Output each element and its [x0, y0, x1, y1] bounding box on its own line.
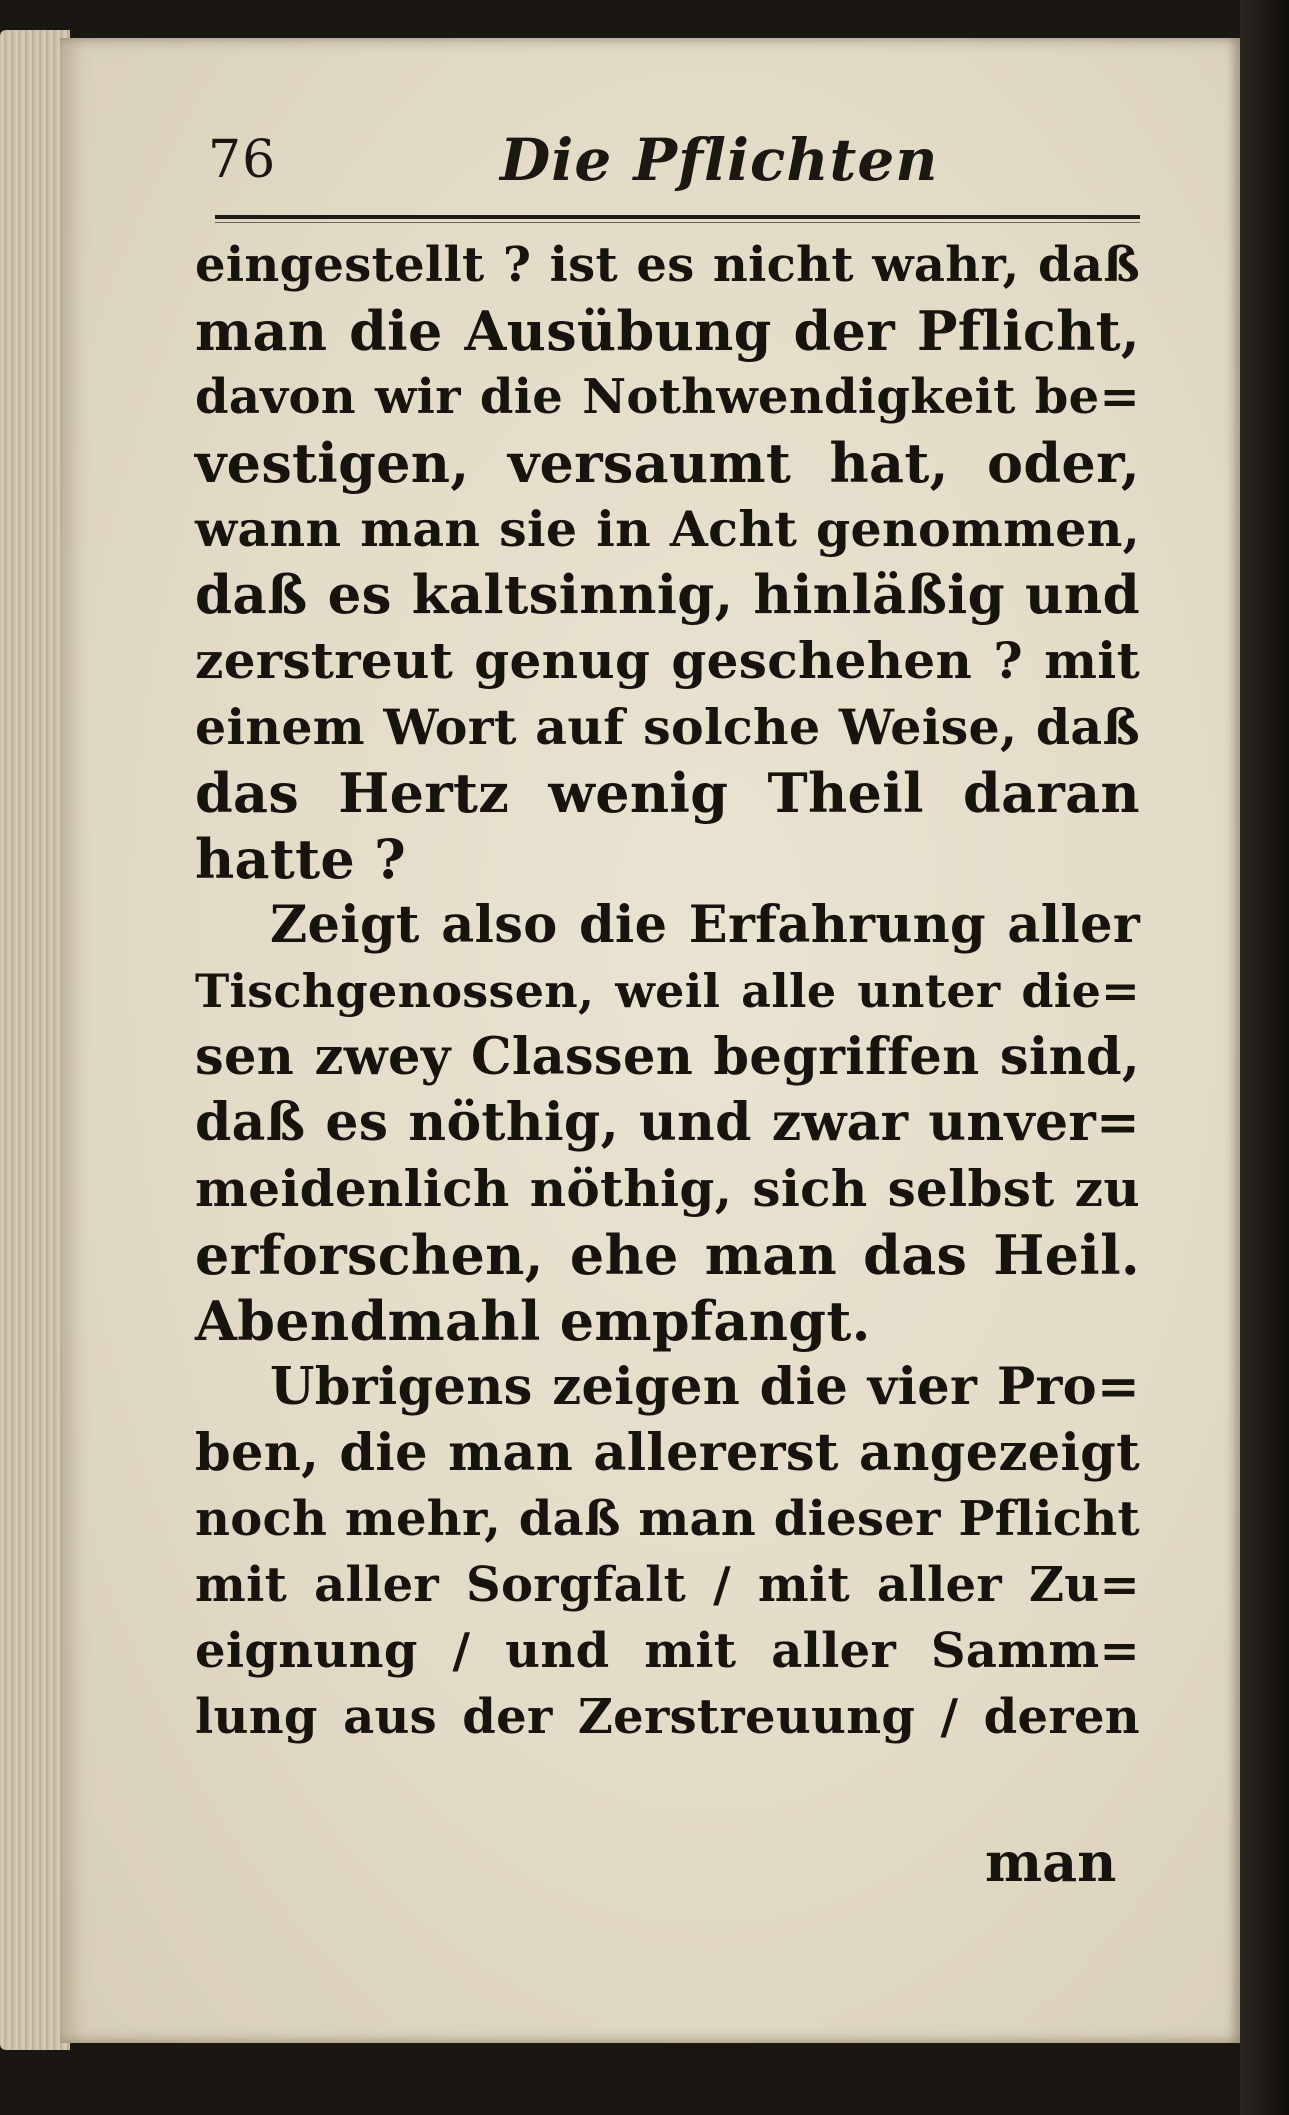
text-line: erforschen, ehe man das Heil. — [195, 1223, 1140, 1287]
text-line: einem Wort auf solche Weise, daß — [195, 698, 1140, 756]
catchword: man — [985, 1830, 1117, 1894]
text-line: das Hertz wenig Theil daran — [195, 761, 1140, 825]
text-line: davon wir die Nothwendigkeit be= — [195, 369, 1140, 425]
text-line: daß es nöthig, und zwar unver= — [195, 1092, 1140, 1153]
text-line: lung aus der Zerstreuung / deren — [195, 1689, 1140, 1745]
text-line: sen zwey Classen begriffen sind, — [195, 1027, 1140, 1087]
text-line: vestigen, versaumt hat, oder, — [195, 431, 1140, 495]
text-line: mit aller Sorgfalt / mit aller Zu= — [195, 1557, 1140, 1613]
text-line: Tischgenossen, weil alle unter die= — [195, 964, 1140, 1018]
text-line: eingestellt ? ist es nicht wahr, daß — [195, 237, 1140, 293]
page-number: 76 — [208, 130, 277, 190]
text-line: man die Ausübung der Pflicht, — [195, 299, 1140, 363]
text-line: daß es kaltsinnig, hinläßig und — [195, 564, 1140, 626]
text-line: ben, die man allererst angezeigt — [195, 1423, 1140, 1483]
text-line: zerstreut genug geschehen ? mit — [195, 631, 1140, 690]
book-gutter — [1240, 0, 1289, 2115]
body-text — [195, 232, 1140, 1750]
running-head: Die Pflichten — [500, 126, 939, 194]
text-line: noch mehr, daß man dieser Pflicht — [195, 1491, 1140, 1547]
text-line: eignung / und mit aller Samm= — [195, 1623, 1140, 1679]
text-line: Abendmahl empfangt. — [195, 1289, 871, 1353]
text-line: meidenlich nöthig, sich selbst zu — [195, 1159, 1140, 1218]
text-line: hatte ? — [195, 827, 407, 891]
paragraph-start-line: Zeigt also die Erfahrung aller — [270, 895, 1140, 955]
text-line: wann man sie in Acht genommen, — [195, 500, 1140, 558]
header-rule — [215, 215, 1140, 219]
header-rule-thin — [215, 222, 1140, 223]
paragraph-start-line: Ubrigens zeigen die vier Pro= — [270, 1357, 1140, 1417]
